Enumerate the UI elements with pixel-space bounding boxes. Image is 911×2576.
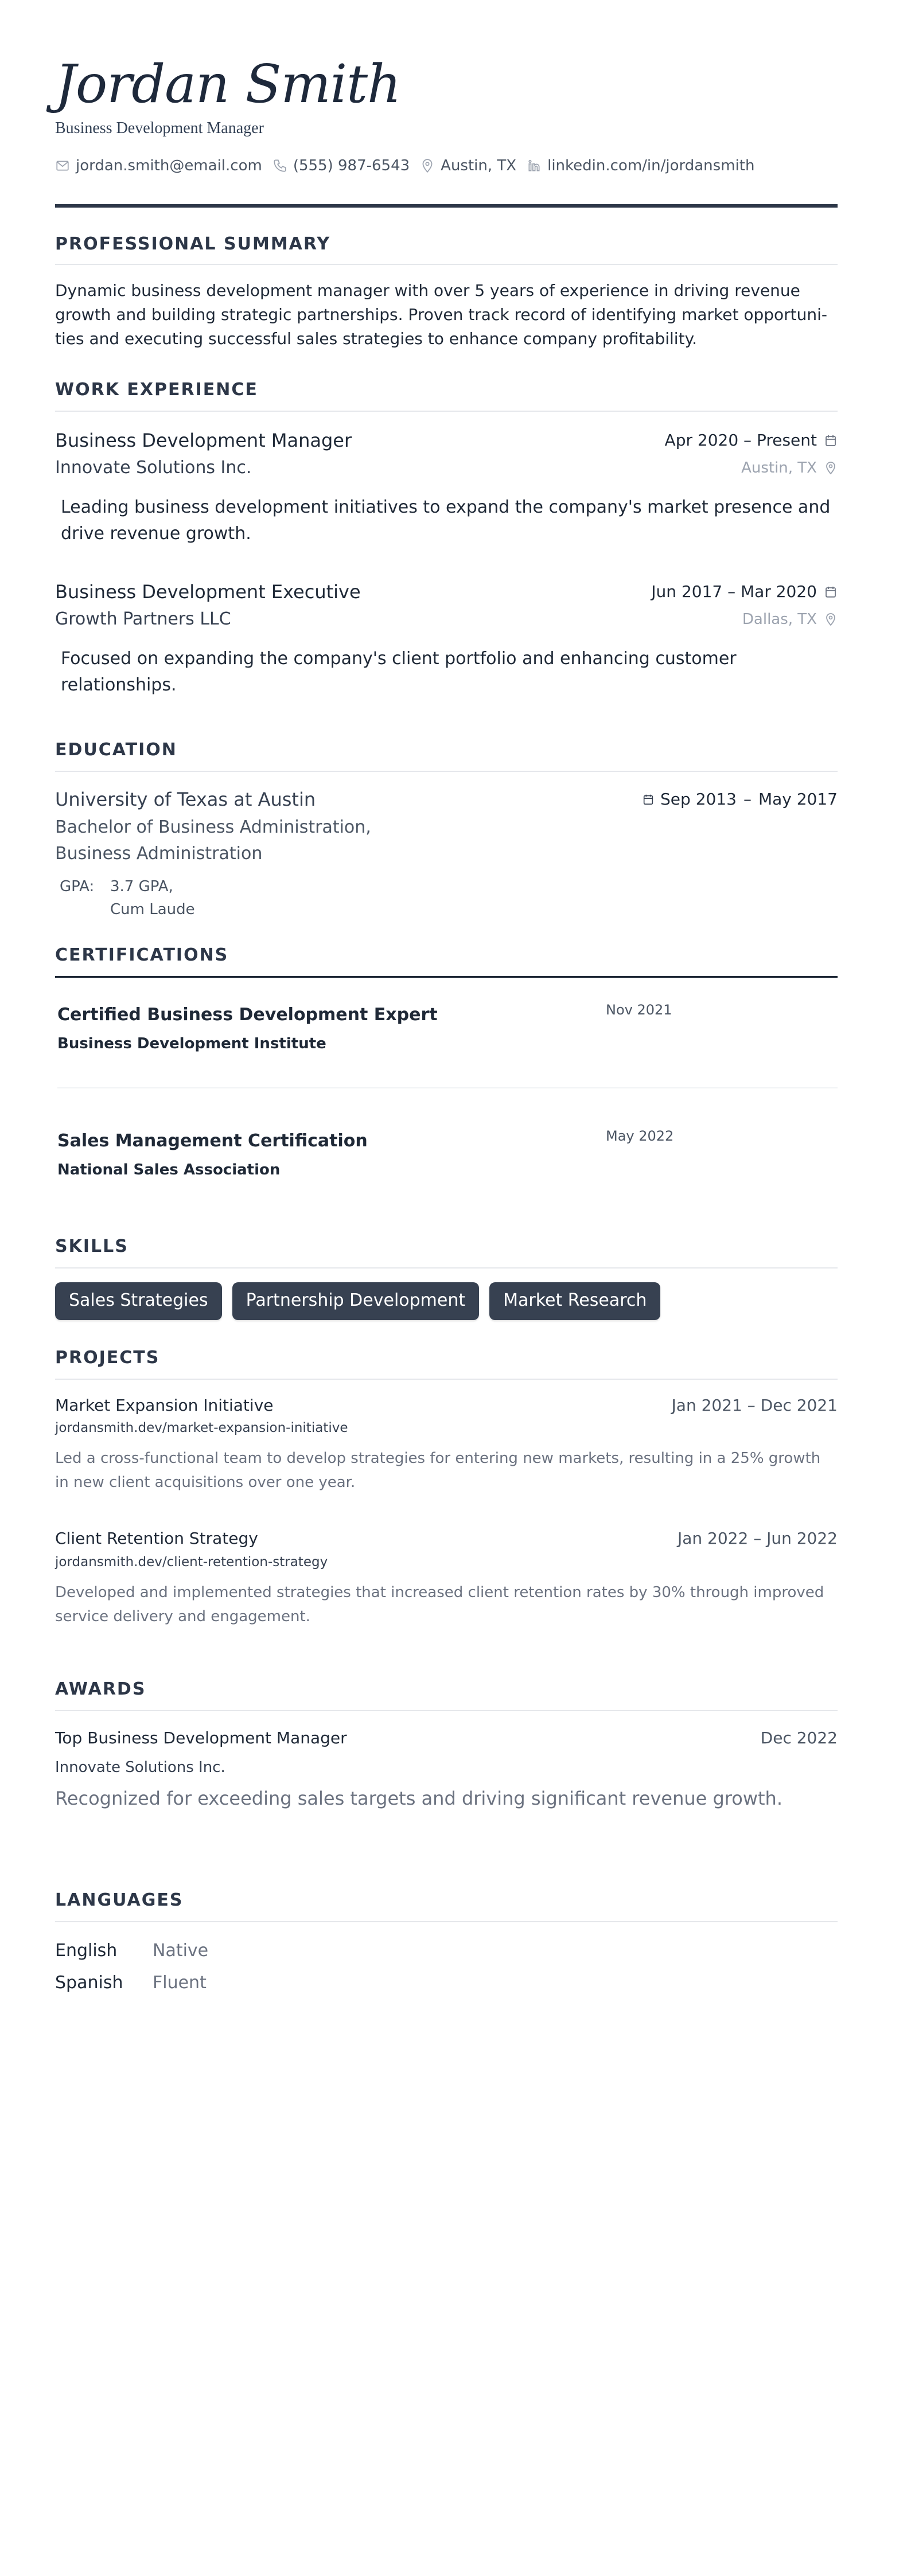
language-name: English [55,1941,118,1961]
award-title: Top Business Development Manager [55,1728,347,1747]
contact-row [55,156,765,175]
section-divider [55,1921,838,1922]
header-divider [55,204,838,208]
map-pin-icon [824,612,838,626]
linkedin-icon [527,158,542,173]
job-location [741,458,838,478]
cert-name: Sales Management Certification [57,1131,368,1151]
job-dates-text: Jun 2017 – Mar 2020 [651,582,817,601]
project-link[interactable]: jordansmith.dev/client-retention-strategy [55,1555,328,1570]
project-link[interactable]: jordansmith.dev/market-expansion-initiative [55,1420,348,1435]
job-subheader [55,608,838,631]
candidate-name: Jordan Smith [55,53,401,115]
skills-list [55,1282,660,1320]
section-divider [55,976,838,978]
award-description: Recognized for exceeding sales targets and driving significant revenue growth. [55,1787,782,1809]
job-location [742,609,838,630]
award-org: Innovate Solutions Inc. [55,1759,225,1776]
cert-issuer: Business Development Institute [57,1035,326,1052]
education-start: Sep 2013 [660,790,737,809]
school-name: University of Texas at Austin [55,789,316,810]
project-dates: Jan 2021 – Dec 2021 [671,1396,838,1415]
gpa-value [110,875,195,921]
section-title-experience: WORK EXPERIENCE [55,380,258,400]
summary-line: ties and executing successful sales strategies to enhance company profitability. [55,329,698,348]
summary-text [55,279,838,351]
award-date: Dec 2022 [760,1728,838,1747]
job-subheader [55,456,838,479]
contact-linkedin[interactable] [527,156,754,175]
mail-icon [55,158,70,173]
language-item [55,1939,208,1962]
project-description: Developed and implemented strategies that increased client retention rates by 30% through improved service delivery and engagement. [55,1584,824,1625]
section-divider [55,771,838,772]
location-text: Austin, TX [441,157,517,174]
linkedin-text: linkedin.com/in/jordansmith [547,157,755,174]
calendar-icon [824,585,838,599]
section-title-certifications: CERTIFICATIONS [55,945,229,965]
section-title-education: EDUCATION [55,740,177,760]
education-date-separator: – [743,790,752,809]
gpa-label: GPA: [60,878,95,895]
candidate-title: Business Development Manager [55,119,264,137]
map-pin-icon [824,461,838,475]
cert-issuer: National Sales Association [57,1161,281,1178]
section-title-languages: LANGUAGES [55,1890,184,1910]
job-location-text: Dallas, TX [742,611,817,628]
email-text: jordan.smith@email.com [76,157,262,174]
cert-name: Certified Business Development Expert [57,1005,438,1025]
section-title-awards: AWARDS [55,1679,146,1699]
project-description: Led a cross-functional team to develop strategies for entering new markets, resulting in a 25% growth in new client acquisitions over one year. [55,1450,821,1491]
section-divider [55,411,838,412]
skill-chip: Sales Strategies [55,1282,222,1320]
education-dates [642,788,838,811]
section-divider [55,1267,838,1269]
skill-chip: Market Research [489,1282,660,1320]
section-title-projects: PROJECTS [55,1348,160,1368]
gpa-line: 3.7 GPA, [110,878,173,895]
job-dates [665,429,838,452]
job-description: Focused on expanding the company's client portfolio and enhancing customer relationships. [61,649,737,695]
calendar-icon [642,793,655,806]
skill-chip: Partnership Development [232,1282,480,1320]
phone-icon [272,158,287,173]
job-header [55,429,838,452]
section-divider [55,264,838,265]
job-dates-text: Apr 2020 – Present [664,431,817,450]
section-divider [55,1710,838,1711]
calendar-icon [824,434,838,447]
contact-location [420,156,516,175]
phone-text: (555) 987-6543 [293,157,410,174]
education-header [55,788,838,811]
cert-date: May 2022 [606,1128,674,1144]
summary-line: Dynamic business development manager with over 5 years of experience in driving revenue [55,281,800,300]
job-description: Leading business development initiatives to expand the company's market presence and drive revenue growth. [61,497,831,544]
project-name: Client Retention Strategy [55,1529,258,1548]
job-header [55,580,838,603]
award-header [55,1727,838,1749]
section-title-summary: PROFESSIONAL SUMMARY [55,234,331,254]
field-of-study: Business Administration [55,844,263,864]
contact-phone[interactable] [272,156,410,175]
job-location-text: Austin, TX [741,459,817,477]
honors-line: Cum Laude [110,901,195,918]
job-title: Business Development Manager [55,430,352,451]
cert-date: Nov 2021 [606,1002,672,1018]
gpa-block [60,875,195,921]
degree-line: Bachelor of Business Administration, [55,817,371,837]
language-level: Fluent [153,1973,207,1993]
job-dates [651,580,838,603]
cert-separator [57,1087,838,1088]
project-name: Market Expansion Initiative [55,1396,274,1415]
section-title-skills: SKILLS [55,1236,129,1256]
job-company: Innovate Solutions Inc. [55,458,252,478]
language-item [55,1972,207,1995]
education-end: May 2017 [758,790,838,809]
language-level: Native [153,1941,209,1961]
summary-line: growth and building strategic partnerships. Proven track record of identifying market opportuni- [55,305,828,324]
language-name: Spanish [55,1973,123,1993]
section-divider [55,1379,838,1380]
project-dates: Jan 2022 – Jun 2022 [677,1529,838,1548]
map-pin-icon [420,158,435,173]
contact-email[interactable] [55,156,262,175]
project-header [55,1528,838,1549]
project-header [55,1395,838,1416]
job-company: Growth Partners LLC [55,609,231,629]
job-title: Business Development Executive [55,581,361,603]
